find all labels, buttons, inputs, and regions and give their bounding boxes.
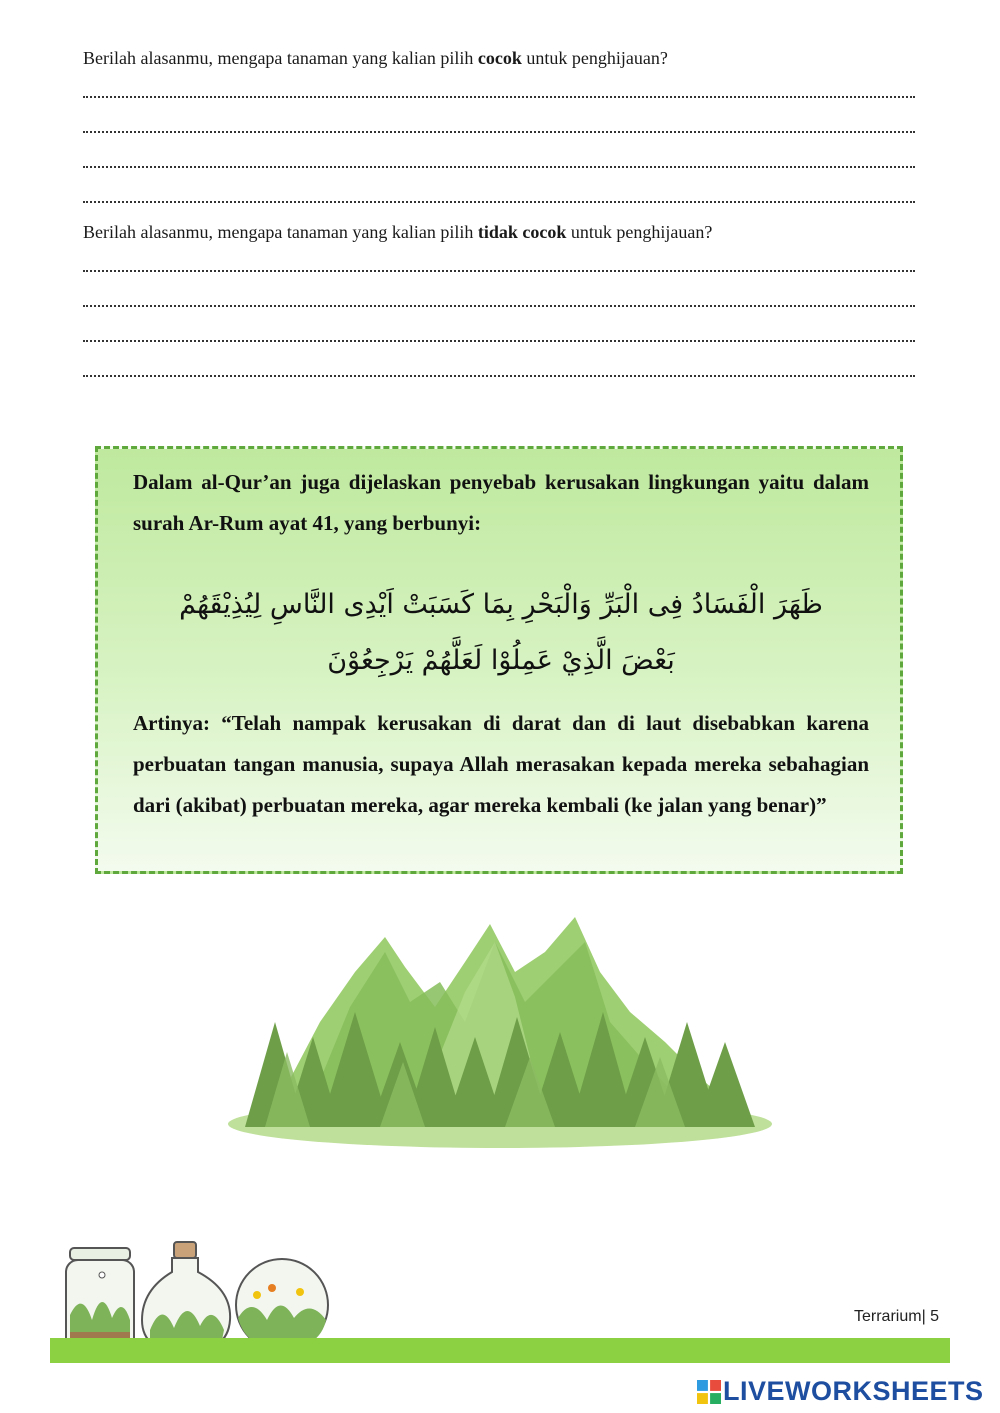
quran-verse-box (95, 446, 903, 874)
brand-name: LIVEWORKSHEETS (723, 1376, 984, 1406)
brand-logo[interactable] (697, 1376, 984, 1407)
answer-line[interactable] (83, 166, 915, 168)
arabic-verse (118, 577, 884, 689)
answer-line[interactable] (83, 270, 915, 272)
answer-line[interactable] (83, 375, 915, 377)
answer-line[interactable] (83, 340, 915, 342)
answer-line[interactable] (83, 305, 915, 307)
answer-line[interactable] (83, 96, 915, 98)
page-number: Terrarium| 5 (854, 1308, 940, 1325)
footer-bar (50, 1338, 950, 1363)
arabic-line-1: ظَهَرَ الْفَسَادُ فِى الْبَرِّ وَالْبَحْرِ بِمَا كَسَبَتْ اَيْدِى النَّاسِ لِيُذِيْقَهُمْ (179, 589, 823, 620)
question-1: Berilah alasanmu, mengapa tanaman yang kalian pilih cocok untuk penghijauan? (83, 48, 668, 68)
verse-translation: Artinya: “Telah nampak kerusakan di darat dan di laut disebabkan karena perbuatan tangan manusia, supaya Allah merasakan kepada mereka sebahagian dari (akibat) perbuatan mereka, agar mereka kembali (ke jalan yang benar)” (133, 711, 869, 817)
question-2: Berilah alasanmu, mengapa tanaman yang kalian pilih tidak cocok untuk penghijauan? (83, 222, 713, 242)
forest-mountain-illustration (225, 912, 775, 1157)
answer-line[interactable] (83, 131, 915, 133)
brand-grid-icon (697, 1380, 721, 1404)
arabic-line-2: بَعْضَ الَّذِيْ عَمِلُوْا لَعَلَّهُمْ يَرْجِعُوْنَ (327, 645, 675, 676)
verse-intro: Dalam al-Qur’an juga dijelaskan penyebab kerusakan lingkungan yaitu dalam surah Ar-Rum ayat 41, yang berbunyi: (133, 470, 869, 535)
answer-line[interactable] (83, 201, 915, 203)
